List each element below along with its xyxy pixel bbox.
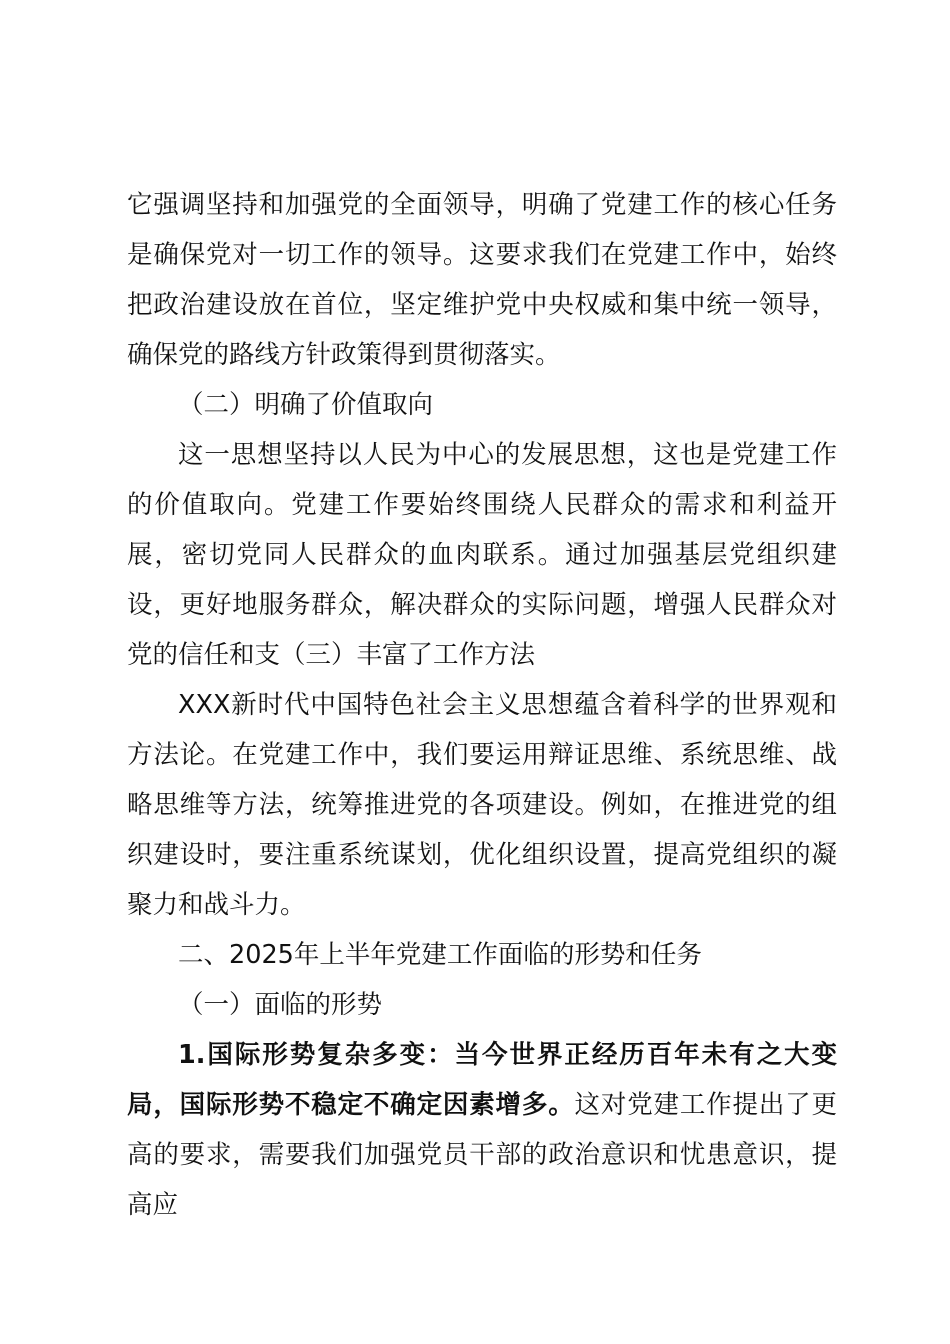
paragraph-leadership: 它强调坚持和加强党的全面领导，明确了党建工作的核心任务是确保党对一切工作的领导。这要求我们在党建工作中，始终把政治建设放在首位，坚定维护党中央权威和集中统一领导，确保党的路线方针政策得到贯彻落实。: [127, 190, 837, 370]
document-body: [127, 180, 837, 1230]
paragraph-international-situation: [127, 1030, 837, 1230]
bold-lead-text: 1.国际形势复杂多变：当今世界正经历百年未有之大变局，国际形势不稳定不确定因素增多。: [127, 1040, 837, 1120]
section-heading-situation-tasks: 二、2025年上半年党建工作面临的形势和任务: [178, 940, 702, 970]
paragraph-people-centered: 这一思想坚持以人民为中心的发展思想，这也是党建工作的价值取向。党建工作要始终围绕人民群众的需求和利益开展，密切党同人民群众的血肉联系。通过加强基层党组织建设，更好地服务群众，解决群众的实际问题，增强人民群众对党的信任和支（三）丰富了工作方法: [127, 440, 837, 670]
heading-value-orientation: （二）明确了价值取向: [178, 390, 434, 420]
paragraph-continuation-text: 这对党建工作提出了更高的要求，需要我们加强党员干部的政治意识和忧患意识，提高应: [127, 1090, 837, 1220]
subheading-situation: （一）面临的形势: [178, 990, 383, 1020]
paragraph-work-methods: XXX新时代中国特色社会主义思想蕴含着科学的世界观和方法论。在党建工作中，我们要运用辩证思维、系统思维、战略思维等方法，统筹推进党的各项建设。例如，在推进党的组织建设时，要注重系统谋划，优化组织设置，提高党组织的凝聚力和战斗力。: [127, 690, 837, 920]
